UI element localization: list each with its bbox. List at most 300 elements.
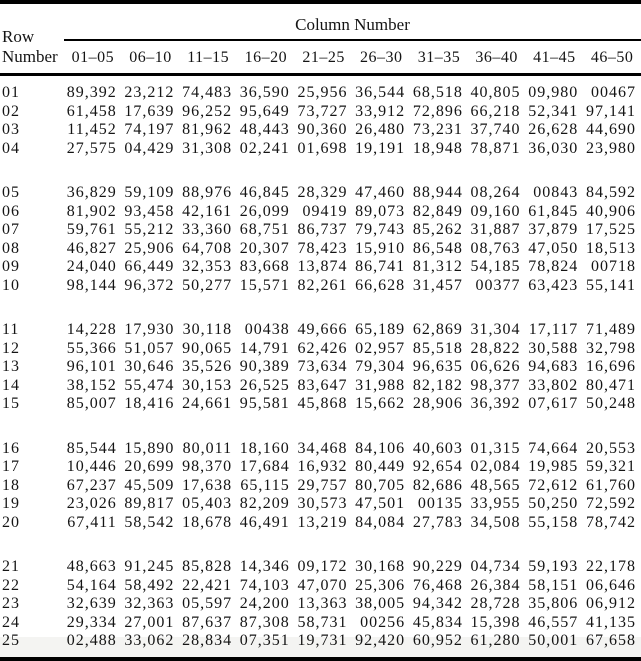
random-number-cell: 80,705 xyxy=(355,476,406,494)
random-number-cell: 37,879 xyxy=(528,221,579,238)
random-number-cell: 47,501 xyxy=(355,495,406,512)
random-number-cell: 04,429 xyxy=(124,139,175,157)
random-number-cell: 46,557 xyxy=(528,613,579,631)
random-number-cell: 83,647 xyxy=(297,376,348,394)
random-number-cell: 09419 xyxy=(302,202,348,220)
random-number-cell: 27,575 xyxy=(66,139,117,157)
random-number-cell: 98,144 xyxy=(66,276,117,294)
random-number-cell: 96,252 xyxy=(182,102,233,120)
column-header: 26–30 xyxy=(352,40,410,75)
random-number-cell: 91,245 xyxy=(124,558,175,575)
table-row xyxy=(0,614,641,633)
random-number-cell: 01,698 xyxy=(297,139,348,157)
column-header: 11–15 xyxy=(179,40,237,75)
row-number: 10 xyxy=(2,276,20,294)
random-number-cell: 31,887 xyxy=(470,221,521,238)
random-number-cell: 00377 xyxy=(475,276,521,294)
table-row xyxy=(0,532,641,577)
random-number-cell: 55,366 xyxy=(66,339,117,357)
random-number-cell: 28,329 xyxy=(297,184,348,201)
random-number-cell: 36,392 xyxy=(470,395,521,412)
random-number-cell: 18,948 xyxy=(412,139,463,157)
random-number-cell: 09,160 xyxy=(470,202,521,220)
random-number-cell: 26,628 xyxy=(528,121,579,138)
row-header-line2: Number xyxy=(2,47,58,66)
random-number-cell: 84,084 xyxy=(355,513,406,531)
random-number-cell: 42,161 xyxy=(182,202,233,220)
random-number-cell: 76,468 xyxy=(412,576,463,594)
random-number-cell: 84,106 xyxy=(355,439,406,457)
random-number-cell: 23,980 xyxy=(586,139,636,157)
random-number-cell: 22,421 xyxy=(182,576,233,594)
random-number-cell: 62,426 xyxy=(297,339,348,357)
random-number-cell: 98,370 xyxy=(182,458,233,475)
column-header: 06–10 xyxy=(122,40,180,75)
random-number-cell: 46,845 xyxy=(239,184,290,201)
random-number-cell: 86,741 xyxy=(355,258,406,275)
random-number-cell: 00467 xyxy=(591,84,636,101)
random-number-cell: 17,117 xyxy=(528,321,579,338)
table-row xyxy=(0,158,641,203)
table-row xyxy=(0,103,641,122)
random-number-cell: 13,874 xyxy=(297,258,348,275)
random-number-cell: 58,151 xyxy=(528,576,579,594)
row-number: 18 xyxy=(2,476,20,494)
random-number-cell: 85,544 xyxy=(66,439,117,457)
random-number-cell: 30,573 xyxy=(297,495,348,512)
random-number-cell: 16,696 xyxy=(586,358,636,375)
row-number: 16 xyxy=(2,439,20,457)
column-header: 01–05 xyxy=(64,40,122,75)
random-number-cell: 33,912 xyxy=(355,102,406,120)
random-number-cell: 96,101 xyxy=(66,358,117,375)
random-number-cell: 02,084 xyxy=(470,458,521,475)
random-number-cell: 24,661 xyxy=(182,395,233,412)
random-number-cell: 74,483 xyxy=(182,84,233,101)
random-number-cell: 30,646 xyxy=(124,358,175,375)
random-number-cell: 19,191 xyxy=(355,139,406,157)
random-number-cell: 93,458 xyxy=(124,202,175,220)
random-number-cell: 80,449 xyxy=(355,458,406,475)
random-number-cell: 48,565 xyxy=(470,476,521,494)
random-number-cell: 50,250 xyxy=(528,495,579,512)
random-number-cell: 83,668 xyxy=(239,258,290,275)
random-number-cell: 79,304 xyxy=(355,358,406,375)
random-number-cell: 55,141 xyxy=(586,276,636,294)
random-number-cell: 24,200 xyxy=(239,595,290,612)
row-number: 04 xyxy=(2,139,20,157)
random-number-cell: 48,663 xyxy=(66,558,117,575)
table-row xyxy=(0,495,641,514)
random-number-cell: 78,423 xyxy=(297,239,348,257)
random-number-cell: 15,571 xyxy=(239,276,290,294)
random-number-cell: 85,518 xyxy=(412,339,463,357)
table-row xyxy=(0,295,641,340)
random-number-cell: 41,135 xyxy=(586,613,636,631)
random-number-cell: 86,737 xyxy=(297,221,348,238)
random-number-cell: 46,827 xyxy=(66,239,117,257)
random-number-cell: 04,734 xyxy=(470,558,521,575)
random-number-cell: 85,007 xyxy=(66,395,117,412)
random-number-cell: 59,321 xyxy=(586,458,636,475)
random-number-cell: 18,513 xyxy=(586,239,636,257)
random-number-cell: 36,590 xyxy=(239,84,290,101)
row-number: 01 xyxy=(2,84,20,101)
random-number-cell: 89,817 xyxy=(124,495,175,512)
column-header: 21–25 xyxy=(295,40,353,75)
random-number-cell: 08,763 xyxy=(470,239,521,257)
row-number: 12 xyxy=(2,339,20,357)
table-row xyxy=(0,121,641,140)
random-number-cell: 92,420 xyxy=(355,632,406,649)
random-number-cell: 20,699 xyxy=(124,458,175,475)
table-row xyxy=(0,395,641,414)
random-number-cell: 90,229 xyxy=(412,558,463,575)
random-number-cell: 52,341 xyxy=(528,102,579,120)
column-header: 46–50 xyxy=(583,40,641,75)
random-number-cell: 66,449 xyxy=(124,258,175,275)
random-number-cell: 07,351 xyxy=(239,632,290,649)
random-number-cell: 64,708 xyxy=(182,239,233,257)
random-number-cell: 35,806 xyxy=(528,595,579,612)
random-number-cell: 95,649 xyxy=(239,102,290,120)
random-number-cell: 47,050 xyxy=(528,239,579,257)
random-number-cell: 94,342 xyxy=(412,595,463,612)
row-group xyxy=(0,532,641,659)
random-number-cell: 86,548 xyxy=(412,239,463,257)
row-number-header xyxy=(0,2,64,75)
table-row xyxy=(0,258,641,277)
random-number-cell: 60,952 xyxy=(412,632,463,649)
random-number-cell: 19,731 xyxy=(297,632,348,649)
random-number-cell: 05,403 xyxy=(182,495,233,512)
table-row xyxy=(0,414,641,459)
random-number-cell: 27,783 xyxy=(412,513,463,531)
random-number-cell: 25,906 xyxy=(124,239,175,257)
table-row xyxy=(0,203,641,222)
random-number-cell: 59,109 xyxy=(124,184,175,201)
row-number: 09 xyxy=(2,258,20,275)
random-number-cell: 27,001 xyxy=(124,613,175,631)
table-row xyxy=(0,595,641,614)
row-group xyxy=(0,75,641,159)
random-number-cell: 23,212 xyxy=(124,84,175,101)
row-group xyxy=(0,158,641,295)
random-number-cell: 19,985 xyxy=(528,458,579,475)
random-number-cell: 18,160 xyxy=(239,439,290,457)
random-number-cell: 66,218 xyxy=(470,102,521,120)
random-number-cell: 15,910 xyxy=(355,239,406,257)
row-group xyxy=(0,414,641,533)
random-number-cell: 25,306 xyxy=(355,576,406,594)
random-number-cell: 06,626 xyxy=(470,358,521,375)
random-number-cell: 92,654 xyxy=(412,458,463,475)
random-number-cell: 38,152 xyxy=(66,376,117,394)
spanner-row xyxy=(0,2,641,40)
random-number-cell: 82,849 xyxy=(412,202,463,220)
row-number: 06 xyxy=(2,202,20,220)
random-number-cell: 30,153 xyxy=(182,376,233,394)
row-number: 07 xyxy=(2,221,20,238)
random-number-cell: 11,452 xyxy=(67,121,117,138)
random-number-cell: 67,658 xyxy=(586,632,636,649)
random-number-cell: 81,312 xyxy=(412,258,463,275)
random-number-cell: 32,363 xyxy=(124,595,175,612)
random-number-cell: 47,070 xyxy=(297,576,348,594)
random-number-cell: 96,372 xyxy=(124,276,175,294)
row-number: 05 xyxy=(2,184,20,201)
random-number-cell: 31,308 xyxy=(182,139,233,157)
random-number-cell: 73,231 xyxy=(412,121,463,138)
random-number-cell: 05,597 xyxy=(182,595,233,612)
random-number-cell: 30,168 xyxy=(355,558,406,575)
random-number-cell: 85,262 xyxy=(412,221,463,238)
random-number-cell: 32,798 xyxy=(586,339,636,357)
random-number-cell: 17,638 xyxy=(182,476,233,494)
random-number-cell: 78,824 xyxy=(528,258,579,275)
column-header: 31–35 xyxy=(410,40,468,75)
random-number-cell: 10,446 xyxy=(66,458,117,475)
random-number-cell: 33,360 xyxy=(182,221,233,238)
random-number-cell: 72,592 xyxy=(586,495,636,512)
random-number-cell: 58,542 xyxy=(124,513,175,531)
table-row xyxy=(0,632,641,659)
random-number-cell: 89,073 xyxy=(355,202,406,220)
random-number-cell: 34,508 xyxy=(470,513,521,531)
random-number-cell: 31,988 xyxy=(355,376,406,394)
random-number-cell: 20,307 xyxy=(239,239,290,257)
random-number-cell: 14,228 xyxy=(66,321,117,338)
random-number-cell: 95,581 xyxy=(239,395,290,412)
random-number-cell: 61,760 xyxy=(586,476,636,494)
random-number-cell: 46,491 xyxy=(239,513,290,531)
row-number: 22 xyxy=(2,576,20,594)
random-number-cell: 28,822 xyxy=(470,339,521,357)
random-number-cell: 90,360 xyxy=(297,121,348,138)
random-number-cell: 22,178 xyxy=(586,558,636,575)
random-number-cell: 09,980 xyxy=(528,84,579,101)
random-number-cell: 00718 xyxy=(591,258,636,275)
random-number-cell: 29,757 xyxy=(297,476,348,494)
random-number-cell: 02,241 xyxy=(239,139,290,157)
random-number-cell: 08,264 xyxy=(470,184,521,201)
random-number-cell: 67,237 xyxy=(66,476,117,494)
random-number-cell: 89,392 xyxy=(66,84,117,101)
random-number-cell: 50,248 xyxy=(586,395,636,412)
random-number-cell: 81,902 xyxy=(66,202,117,220)
row-number: 19 xyxy=(2,495,20,512)
table-row xyxy=(0,140,641,159)
random-number-cell: 65,115 xyxy=(240,476,290,494)
random-number-cell: 30,118 xyxy=(182,321,233,338)
random-number-cell: 78,742 xyxy=(586,513,636,531)
random-number-cell: 88,976 xyxy=(182,184,233,201)
random-number-cell: 38,005 xyxy=(355,595,406,612)
table-header xyxy=(0,2,641,75)
random-number-cell: 32,353 xyxy=(182,258,233,275)
random-number-cell: 13,363 xyxy=(297,595,348,612)
random-number-cell: 23,026 xyxy=(66,495,117,512)
random-number-cell: 29,334 xyxy=(66,613,117,631)
random-number-cell: 90,065 xyxy=(182,339,233,357)
random-number-cell: 47,460 xyxy=(355,184,406,201)
random-number-cell: 06,912 xyxy=(586,595,636,612)
row-number: 02 xyxy=(2,102,20,120)
row-header-line1: Row xyxy=(2,27,35,46)
row-number: 23 xyxy=(2,595,20,612)
table-row xyxy=(0,477,641,496)
column-header: 16–20 xyxy=(237,40,295,75)
random-number-cell: 85,828 xyxy=(182,558,233,575)
random-number-cell: 37,740 xyxy=(470,121,521,138)
random-number-cell: 49,666 xyxy=(297,321,348,338)
random-number-cell: 96,635 xyxy=(412,358,463,375)
random-number-cell: 00256 xyxy=(360,613,406,631)
random-number-cell: 61,845 xyxy=(528,202,579,220)
random-number-cell: 59,761 xyxy=(66,221,117,238)
row-number: 15 xyxy=(2,395,20,412)
row-number: 13 xyxy=(2,358,20,375)
random-number-cell: 07,617 xyxy=(528,395,579,412)
table-row xyxy=(0,514,641,533)
random-number-cell: 68,518 xyxy=(412,84,463,101)
row-number: 24 xyxy=(2,613,20,631)
random-number-cell: 28,728 xyxy=(470,595,521,612)
random-number-cell: 67,411 xyxy=(67,513,117,531)
random-number-cell: 36,030 xyxy=(528,139,579,157)
random-number-cell: 14,346 xyxy=(239,558,290,575)
row-number: 21 xyxy=(2,558,20,575)
table-row xyxy=(0,458,641,477)
random-number-cell: 17,525 xyxy=(586,221,636,238)
random-number-cell: 13,219 xyxy=(297,513,348,531)
random-number-cell: 33,802 xyxy=(528,376,579,394)
random-number-cell: 18,678 xyxy=(182,513,233,531)
table-row xyxy=(0,75,641,103)
random-number-cell: 59,193 xyxy=(528,558,579,575)
random-number-cell: 79,743 xyxy=(355,221,406,238)
random-number-cell: 26,384 xyxy=(470,576,521,594)
random-number-cell: 16,932 xyxy=(297,458,348,475)
random-number-cell: 40,906 xyxy=(586,202,636,220)
random-number-cell: 01,315 xyxy=(470,439,521,457)
random-number-cell: 80,011 xyxy=(182,439,233,457)
table-row xyxy=(0,577,641,596)
random-number-cell: 20,553 xyxy=(586,439,636,457)
table-row xyxy=(0,221,641,240)
random-number-cell: 55,212 xyxy=(124,221,175,238)
random-number-cell: 15,398 xyxy=(470,613,521,631)
random-number-cell: 74,197 xyxy=(124,121,175,138)
random-number-cell: 78,871 xyxy=(470,139,521,157)
random-number-cell: 36,829 xyxy=(66,184,117,201)
row-number: 11 xyxy=(2,321,20,338)
random-number-cell: 00438 xyxy=(244,321,290,338)
random-number-cell: 14,791 xyxy=(239,339,290,357)
random-number-cell: 88,944 xyxy=(412,184,463,201)
table-row xyxy=(0,277,641,296)
random-number-cell: 30,588 xyxy=(528,339,579,357)
random-number-cell: 48,443 xyxy=(239,121,290,138)
row-number: 20 xyxy=(2,513,20,531)
random-number-cell: 55,158 xyxy=(528,513,579,531)
random-number-cell: 82,182 xyxy=(412,376,463,394)
random-number-cell: 81,962 xyxy=(182,121,233,138)
random-number-cell: 26,525 xyxy=(239,376,290,394)
random-number-cell: 84,592 xyxy=(586,184,636,201)
random-number-cell: 66,628 xyxy=(355,276,406,294)
random-number-cell: 40,603 xyxy=(412,439,463,457)
random-number-cell: 45,868 xyxy=(297,395,348,412)
random-number-cell: 74,103 xyxy=(239,576,290,594)
random-number-cell: 17,639 xyxy=(124,102,175,120)
row-number: 25 xyxy=(2,632,20,649)
random-number-cell: 54,185 xyxy=(470,258,521,275)
random-number-cell: 72,612 xyxy=(528,476,579,494)
random-number-cell: 17,930 xyxy=(124,321,175,338)
random-number-cell: 45,834 xyxy=(412,613,463,631)
random-number-cell: 87,308 xyxy=(239,613,290,631)
random-number-cell: 06,646 xyxy=(586,576,636,594)
row-number: 08 xyxy=(2,239,20,257)
random-number-cell: 25,956 xyxy=(297,84,348,101)
random-number-cell: 74,664 xyxy=(528,439,579,457)
random-number-cell: 35,526 xyxy=(182,358,233,375)
random-number-cell: 58,492 xyxy=(124,576,175,594)
random-number-cell: 61,458 xyxy=(66,102,117,120)
random-number-cell: 87,637 xyxy=(182,613,233,631)
random-number-cell: 73,634 xyxy=(297,358,348,375)
random-number-cell: 97,141 xyxy=(586,102,636,120)
row-number: 14 xyxy=(2,376,20,394)
random-number-cell: 31,457 xyxy=(412,276,463,294)
random-number-cell: 09,172 xyxy=(297,558,348,575)
random-number-cell: 71,489 xyxy=(586,321,636,338)
random-number-cell: 26,480 xyxy=(355,121,406,138)
column-header: 36–40 xyxy=(468,40,526,75)
random-number-cell: 98,377 xyxy=(470,376,521,394)
random-number-cell: 82,261 xyxy=(297,276,348,294)
random-number-cell: 55,474 xyxy=(124,376,175,394)
table-row xyxy=(0,358,641,377)
random-number-cell: 94,683 xyxy=(528,358,579,375)
random-number-cell: 50,001 xyxy=(528,632,579,649)
table-row xyxy=(0,340,641,359)
random-number-cell: 32,639 xyxy=(66,595,117,612)
row-number: 17 xyxy=(2,458,20,475)
random-number-cell: 45,509 xyxy=(124,476,175,494)
random-number-cell: 65,189 xyxy=(355,321,406,338)
table-row xyxy=(0,240,641,259)
column-header: 41–45 xyxy=(526,40,584,75)
random-number-cell: 28,834 xyxy=(182,632,233,649)
random-number-cell: 36,544 xyxy=(355,84,406,101)
random-number-cell: 33,955 xyxy=(470,495,521,512)
random-number-cell: 15,890 xyxy=(124,439,175,457)
random-number-cell: 72,896 xyxy=(412,102,463,120)
random-number-cell: 51,057 xyxy=(124,339,175,357)
random-number-cell: 33,062 xyxy=(124,632,175,649)
column-number-spanner: Column Number xyxy=(64,2,641,40)
random-number-cell: 61,280 xyxy=(470,632,521,649)
random-number-cell: 82,686 xyxy=(412,476,463,494)
random-number-cell: 54,164 xyxy=(66,576,117,594)
random-number-cell: 00135 xyxy=(417,495,463,512)
column-header-row xyxy=(0,40,641,75)
random-number-cell: 90,389 xyxy=(239,358,290,375)
random-number-cell: 82,209 xyxy=(239,495,290,512)
random-number-cell: 73,727 xyxy=(297,102,348,120)
